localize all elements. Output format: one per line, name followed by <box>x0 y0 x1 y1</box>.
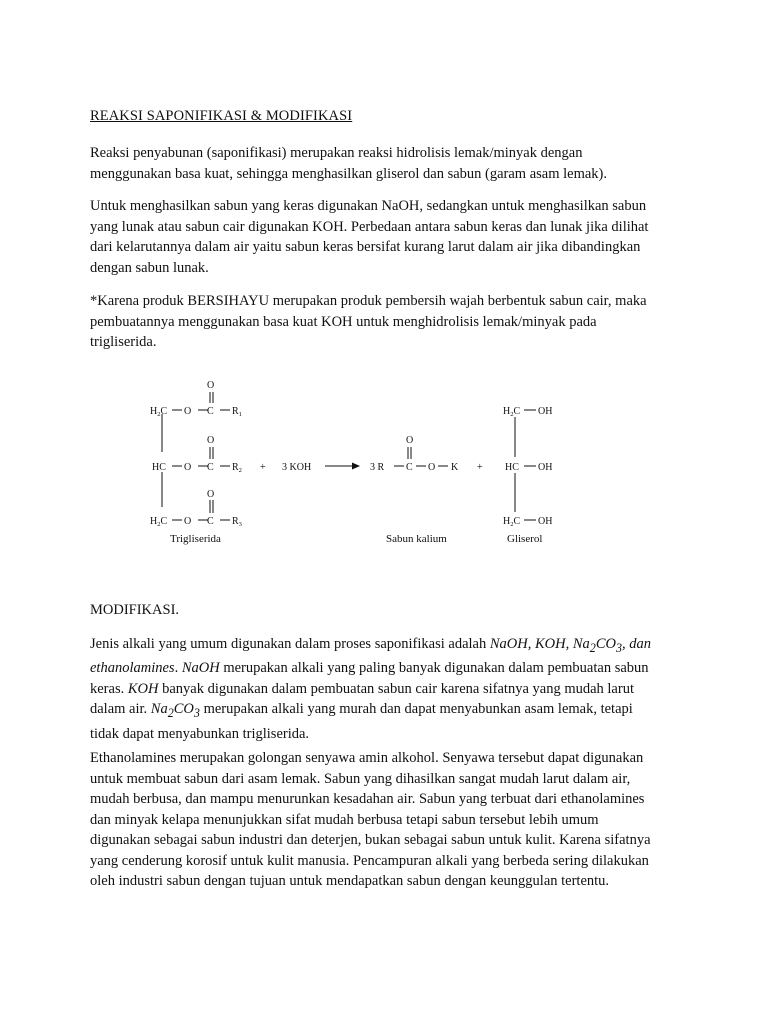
paragraph-alkali-types <box>90 634 690 744</box>
text-line: untuk membuat sabun dari asam lemak. Sabun yang dihasilkan sangat mudah larut dalam air, <box>90 770 631 787</box>
glycerol-hc: HC <box>505 462 519 473</box>
h2c-label: $H_2C$ <box>150 516 168 528</box>
text-line: oleh industri sabun dengan tujuan untuk mendapatkan sabun dengan keunggulan tertentu. <box>90 873 610 889</box>
text-line: yang cenderung korosif untuk kulit manusia. Pencampuran alkali yang berbeda sering dilakukan <box>90 852 649 869</box>
carbonyl-oxygen: O <box>207 435 215 446</box>
ester-oxygen: O <box>184 516 192 527</box>
r2-label: $R_2$ <box>232 462 242 474</box>
caption-trigliserida: Trigliserida <box>170 533 221 545</box>
soap-r-group: 3 R <box>370 462 385 473</box>
text-line: menggunakan basa kuat, sehingga menghasilkan gliserol dan sabun (garam asam lemak). <box>90 165 608 182</box>
text-line: dan minyak kelapa menunjukkan sifat mudah berbusa tetapi sabun tersebut lebih umum <box>90 811 599 828</box>
plus-sign: + <box>477 462 483 473</box>
text-line: tidak dapat menyabunkan trigliserida. <box>90 725 310 742</box>
h2c-label: $H_2C$ <box>150 406 168 418</box>
paragraph-bersihayu-note <box>90 291 690 353</box>
text-line: yang lunak atau sabun cair digunakan KOH. Perbedaan antara sabun keras dan lunak jika dilihat <box>90 218 649 235</box>
glycerol-oh: OH <box>538 462 553 473</box>
paragraph-ethanolamines <box>90 748 690 892</box>
soap-carbonyl-oxygen: O <box>406 435 414 446</box>
reaction-arrow <box>352 463 360 470</box>
glycerol-oh: OH <box>538 406 553 417</box>
text-line: ethanolamines. NaOH merupakan alkali yang paling banyak digunakan dalam pembuatan sabun <box>90 660 649 677</box>
text-line: digunakan sebagai sabun industri dan deterjen, bukan sebagai sabun untuk kulit. Karena sifatnya <box>90 832 651 848</box>
glycerol-h2c: $H_2C$ <box>503 406 521 418</box>
text-line: *Karena produk BERSIHAYU merupakan produk pembersih wajah berbentuk sabun cair, maka <box>90 293 647 309</box>
text-line: keras. KOH banyak digunakan dalam pembuatan sabun cair karena sifatnya yang mudah larut <box>90 680 634 697</box>
r3-label: $R_3$ <box>232 516 242 528</box>
text-line: pembuatannya menggunakan basa kuat KOH untuk menghidrolisis lemak/minyak pada <box>90 313 597 330</box>
caption-sabun-kalium: Sabun kalium <box>386 533 447 545</box>
text-line: Ethanolamines merupakan golongan senyawa amin alkohol. Senyawa tersebut dapat digunakan <box>90 750 644 766</box>
glycerol-oh: OH <box>538 516 553 527</box>
text-line: dengan sabun lunak. <box>90 259 209 276</box>
text-line: Jenis alkali yang umum digunakan dalam proses saponifikasi adalah NaOH, KOH, $Na_2CO_3$, dan <box>90 636 652 655</box>
r1-label: $R_1$ <box>232 406 242 418</box>
paragraph-saponification-intro <box>90 143 690 184</box>
text-line: trigliserida. <box>90 334 157 350</box>
carbonyl-carbon: C <box>207 406 214 417</box>
carbonyl-carbon: C <box>207 516 214 527</box>
text-line: mudah berbusa, dan mampu menurunkan kesadahan air. Sabun yang terbuat dari ethanolamines <box>90 791 645 807</box>
page-title: REAKSI SAPONIFIKASI & MODIFIKASI <box>90 108 353 124</box>
ester-oxygen: O <box>184 462 192 473</box>
text-line: dari kelarutannya dalam air yaitu sabun keras bersifat kurang larut dalam air jika dibandingkan <box>90 239 641 255</box>
potassium-label: K <box>451 462 459 473</box>
reagent-koh: 3 KOH <box>282 462 312 473</box>
text-line: Untuk menghasilkan sabun yang keras digunakan NaOH, sedangkan untuk menghasilkan sabun <box>90 198 647 214</box>
text-line: Reaksi penyabunan (saponifikasi) merupakan reaksi hidrolisis lemak/minyak dengan <box>90 145 583 161</box>
paragraph-naoh-koh <box>90 196 690 278</box>
hc-label: HC <box>152 462 166 473</box>
soap-carbon: C <box>406 462 413 473</box>
text-line: dalam air. $Na_2CO_3$ merupakan alkali yang murah dan dapat menyabunkan asam lemak, tetapi <box>90 701 633 721</box>
soap-oxygen: O <box>428 462 436 473</box>
carbonyl-oxygen: O <box>207 489 215 500</box>
plus-sign: + <box>260 462 266 473</box>
section-heading-modifikasi: MODIFIKASI. <box>90 602 180 618</box>
glycerol-h2c: $H_2C$ <box>503 516 521 528</box>
carbonyl-carbon: C <box>207 462 214 473</box>
ester-oxygen: O <box>184 406 192 417</box>
caption-gliserol: Gliserol <box>507 533 543 545</box>
carbonyl-oxygen: O <box>207 380 215 391</box>
saponification-reaction-diagram <box>140 372 580 552</box>
